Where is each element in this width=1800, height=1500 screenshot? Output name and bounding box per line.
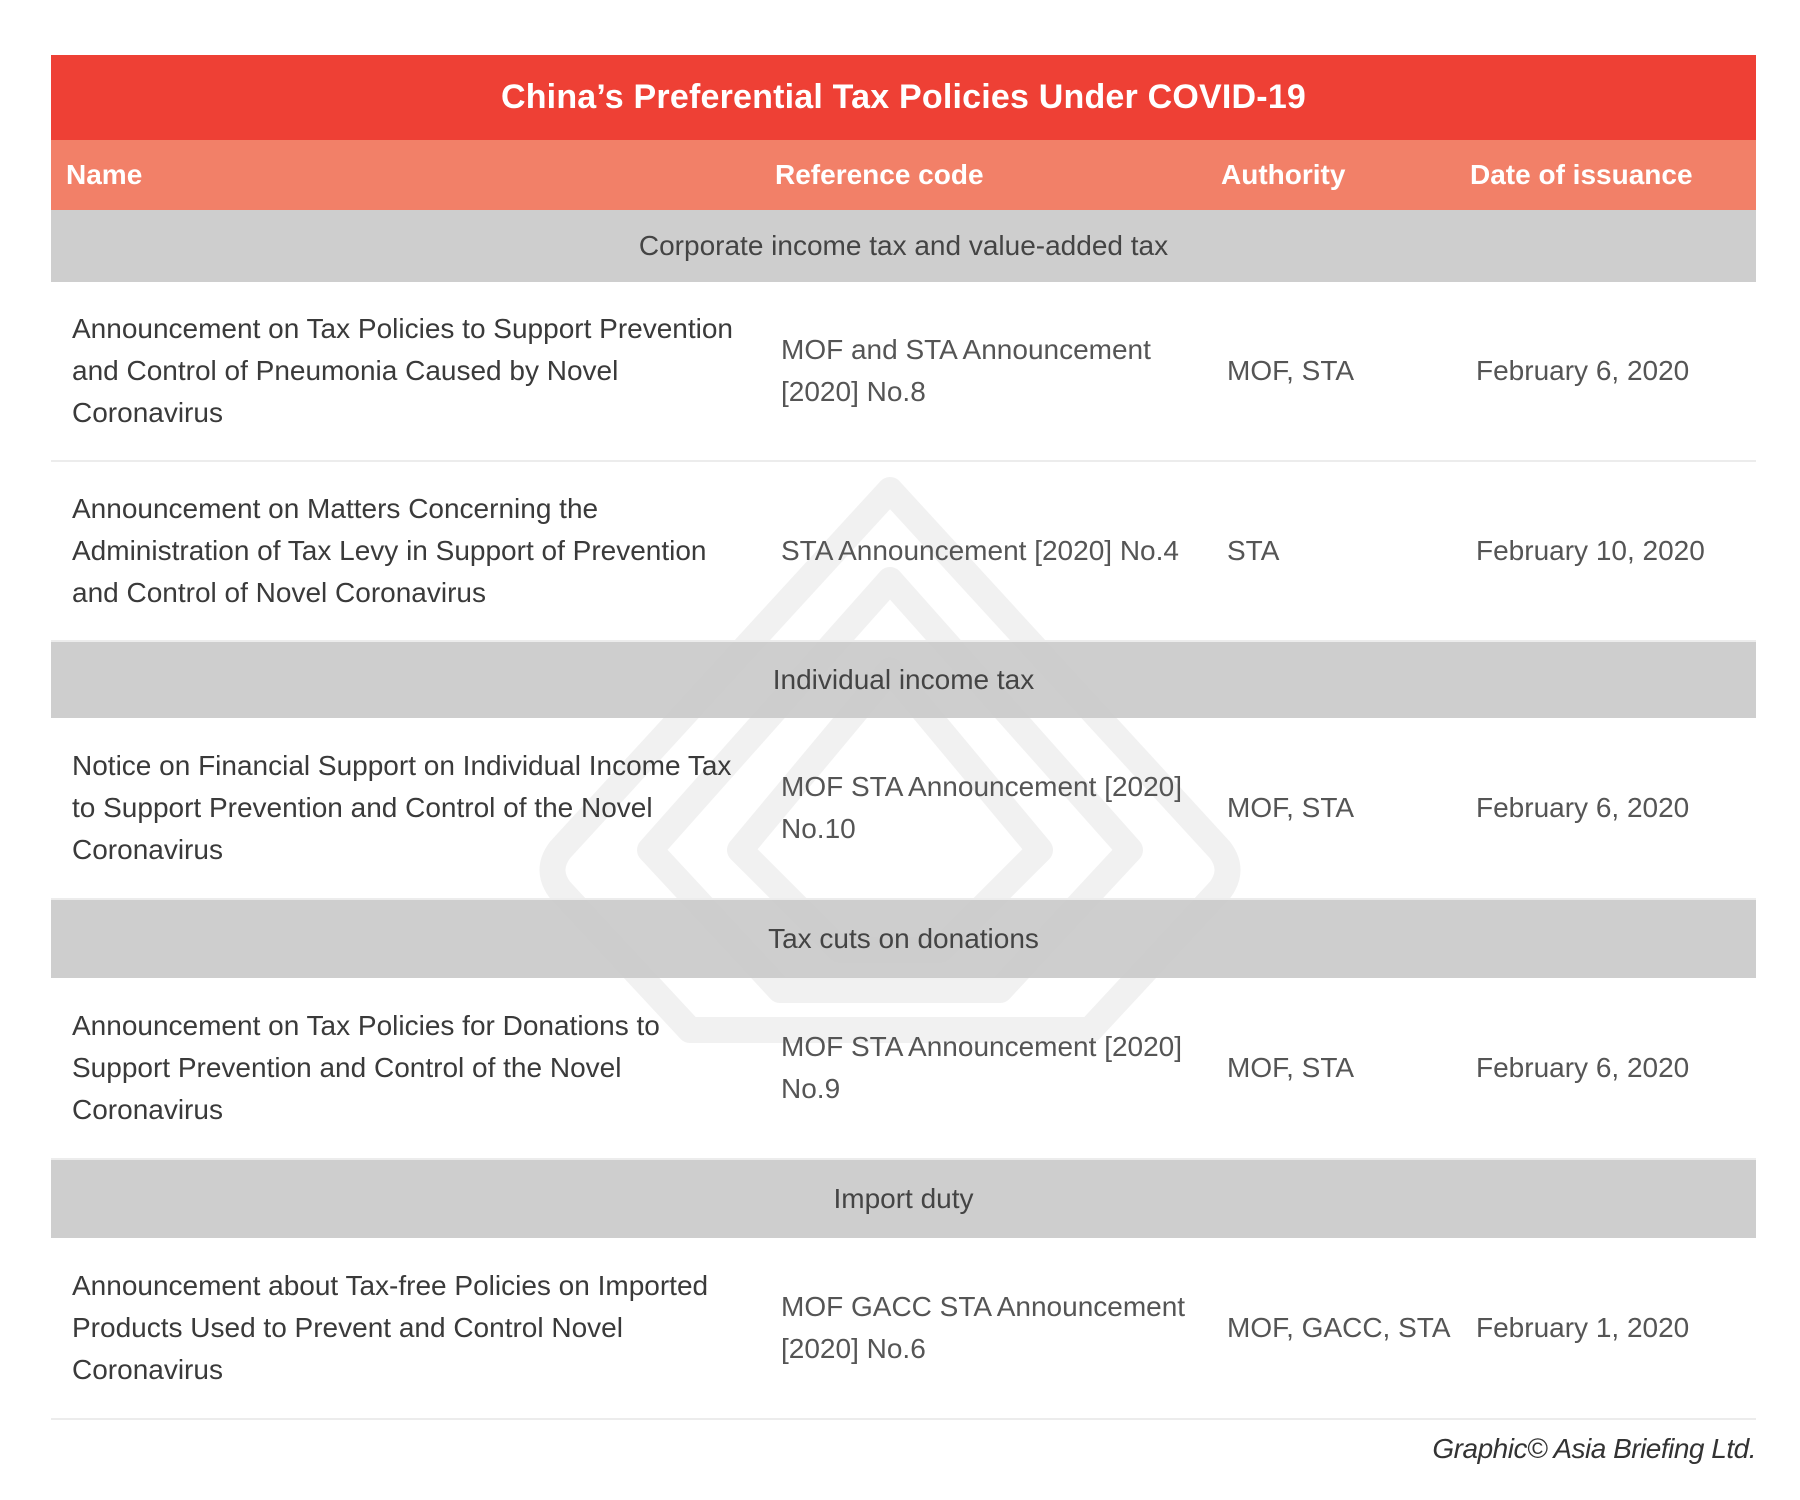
- issuance-date: February 6, 2020: [1476, 355, 1690, 386]
- issuance-date: February 6, 2020: [1476, 1052, 1690, 1083]
- table-row: [51, 462, 1756, 642]
- tax-policy-table: [51, 55, 1756, 1420]
- authority: MOF, GACC, STA: [1227, 1312, 1451, 1343]
- reference-code: STA Announcement [2020] No.4: [781, 535, 1179, 566]
- column-header-reference: Reference code: [775, 159, 984, 190]
- policy-name: Announcement about Tax-free Policies on Imported Products Used to Prevent and Control Novel Coronavirus: [72, 1270, 709, 1385]
- authority: MOF, STA: [1227, 792, 1355, 823]
- policy-name: Announcement on Tax Policies to Support Prevention and Control of Pneumonia Caused by Novel Coronavirus: [72, 313, 734, 428]
- policy-name: Announcement on Matters Concerning the Administration of Tax Levy in Support of Prevention and Control of Novel Coronavirus: [72, 493, 707, 608]
- table-row: [51, 282, 1756, 462]
- column-header-authority: Authority: [1221, 159, 1346, 190]
- table-row: [51, 718, 1756, 900]
- issuance-date: February 1, 2020: [1476, 1312, 1690, 1343]
- authority: MOF, STA: [1227, 1052, 1355, 1083]
- graphic-credit: Graphic© Asia Briefing Ltd.: [1432, 1433, 1756, 1464]
- section-header-corporate-income-tax: Corporate income tax and value-added tax: [51, 210, 1756, 282]
- policy-name: Announcement on Tax Policies for Donations to Support Prevention and Control of the Novel Coronavirus: [72, 1010, 660, 1125]
- table-row: [51, 1238, 1756, 1420]
- policy-name: Notice on Financial Support on Individual Income Tax to Support Prevention and Control of the Novel Coronavirus: [72, 750, 732, 865]
- reference-code: MOF STA Announcement [2020] No.10: [781, 771, 1183, 844]
- column-header-date: Date of issuance: [1470, 159, 1693, 190]
- column-header-name: Name: [66, 159, 143, 190]
- issuance-date: February 6, 2020: [1476, 792, 1690, 823]
- table-title: China’s Preferential Tax Policies Under COVID-19: [51, 55, 1756, 140]
- reference-code: MOF GACC STA Announcement [2020] No.6: [781, 1291, 1186, 1364]
- column-header-row: [51, 140, 1756, 210]
- authority: MOF, STA: [1227, 355, 1355, 386]
- authority: STA: [1227, 535, 1280, 566]
- table-row: [51, 978, 1756, 1160]
- section-header-tax-cuts-on-donations: Tax cuts on donations: [51, 900, 1756, 978]
- reference-code: MOF and STA Announcement [2020] No.8: [781, 334, 1151, 407]
- section-header-import-duty: Import duty: [51, 1160, 1756, 1238]
- reference-code: MOF STA Announcement [2020] No.9: [781, 1031, 1183, 1104]
- issuance-date: February 10, 2020: [1476, 535, 1705, 566]
- section-header-individual-income-tax: Individual income tax: [51, 642, 1756, 718]
